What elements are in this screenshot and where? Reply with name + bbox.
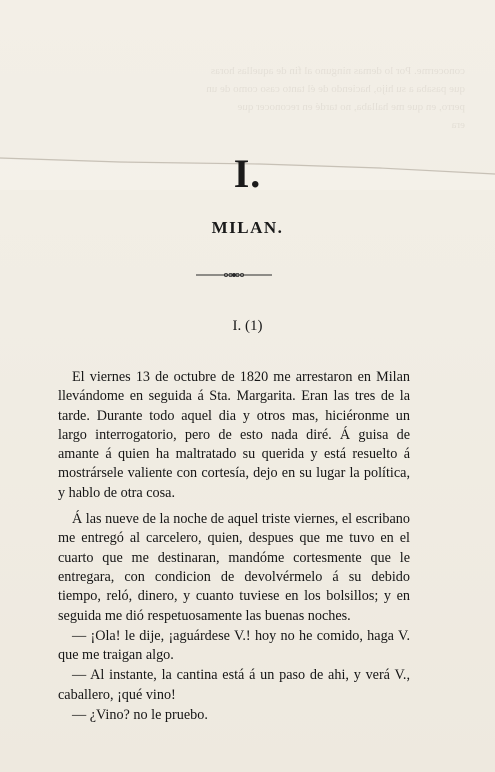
dialog-line: — ¡Ola! le dije, ¡aguárdese V.! hoy no he comido, haga V. que me traigan algo. <box>58 627 410 664</box>
bleed-through-line: perro, en que me hallaba, no tardé en reconocer que <box>237 101 465 113</box>
section-number: I. (1) <box>232 318 263 334</box>
dialog-line: — ¿Vino? no le pruebo. <box>72 707 208 724</box>
dialog-line: — Al instante, la cantina está á un paso de ahi, y verá V., caballero, ¡qué vino! <box>58 667 410 703</box>
paragraph: Á las nueve de la noche de aquel triste viernes, el escribano me entregó al carcelero, quien, despues que me tuvo en el cuarto que me destinaran, mandóme cortesmente que le entregara, con condicion de devolvérmelo á su debido tiempo, reló, dinero, y cuanto tuviese en los bolsillos; y en seguida me dió respetuosamente las buenas noches. <box>58 511 410 624</box>
body-text <box>58 368 410 725</box>
bleed-through-line: era <box>451 119 465 131</box>
bleed-through-line: que pasaba a su hijo, haciendo de él tanto caso como de un <box>206 83 465 95</box>
chapter-number: I. <box>233 151 262 196</box>
paragraph: El viernes 13 de octubre de 1820 me arrestaron en Milan llevándome en seguida á Sta. Margarita. Eran las tres de la tarde. Durante todo aquel dia y otros mas, hiciéronme un largo interrogatorio, pero de esto nada diré. Á guisa de amante á quien ha maltratado su querida y está resuelto á mostrársele valiente con cortesía, dejo en su lugar la política, y hablo de otra cosa. <box>58 369 410 501</box>
chapter-title: MILAN. <box>211 218 284 237</box>
ornament-divider <box>196 270 272 280</box>
bleed-through-line: conocerme. Por lo demas ninguno al fin de aquellas horas <box>210 65 465 77</box>
